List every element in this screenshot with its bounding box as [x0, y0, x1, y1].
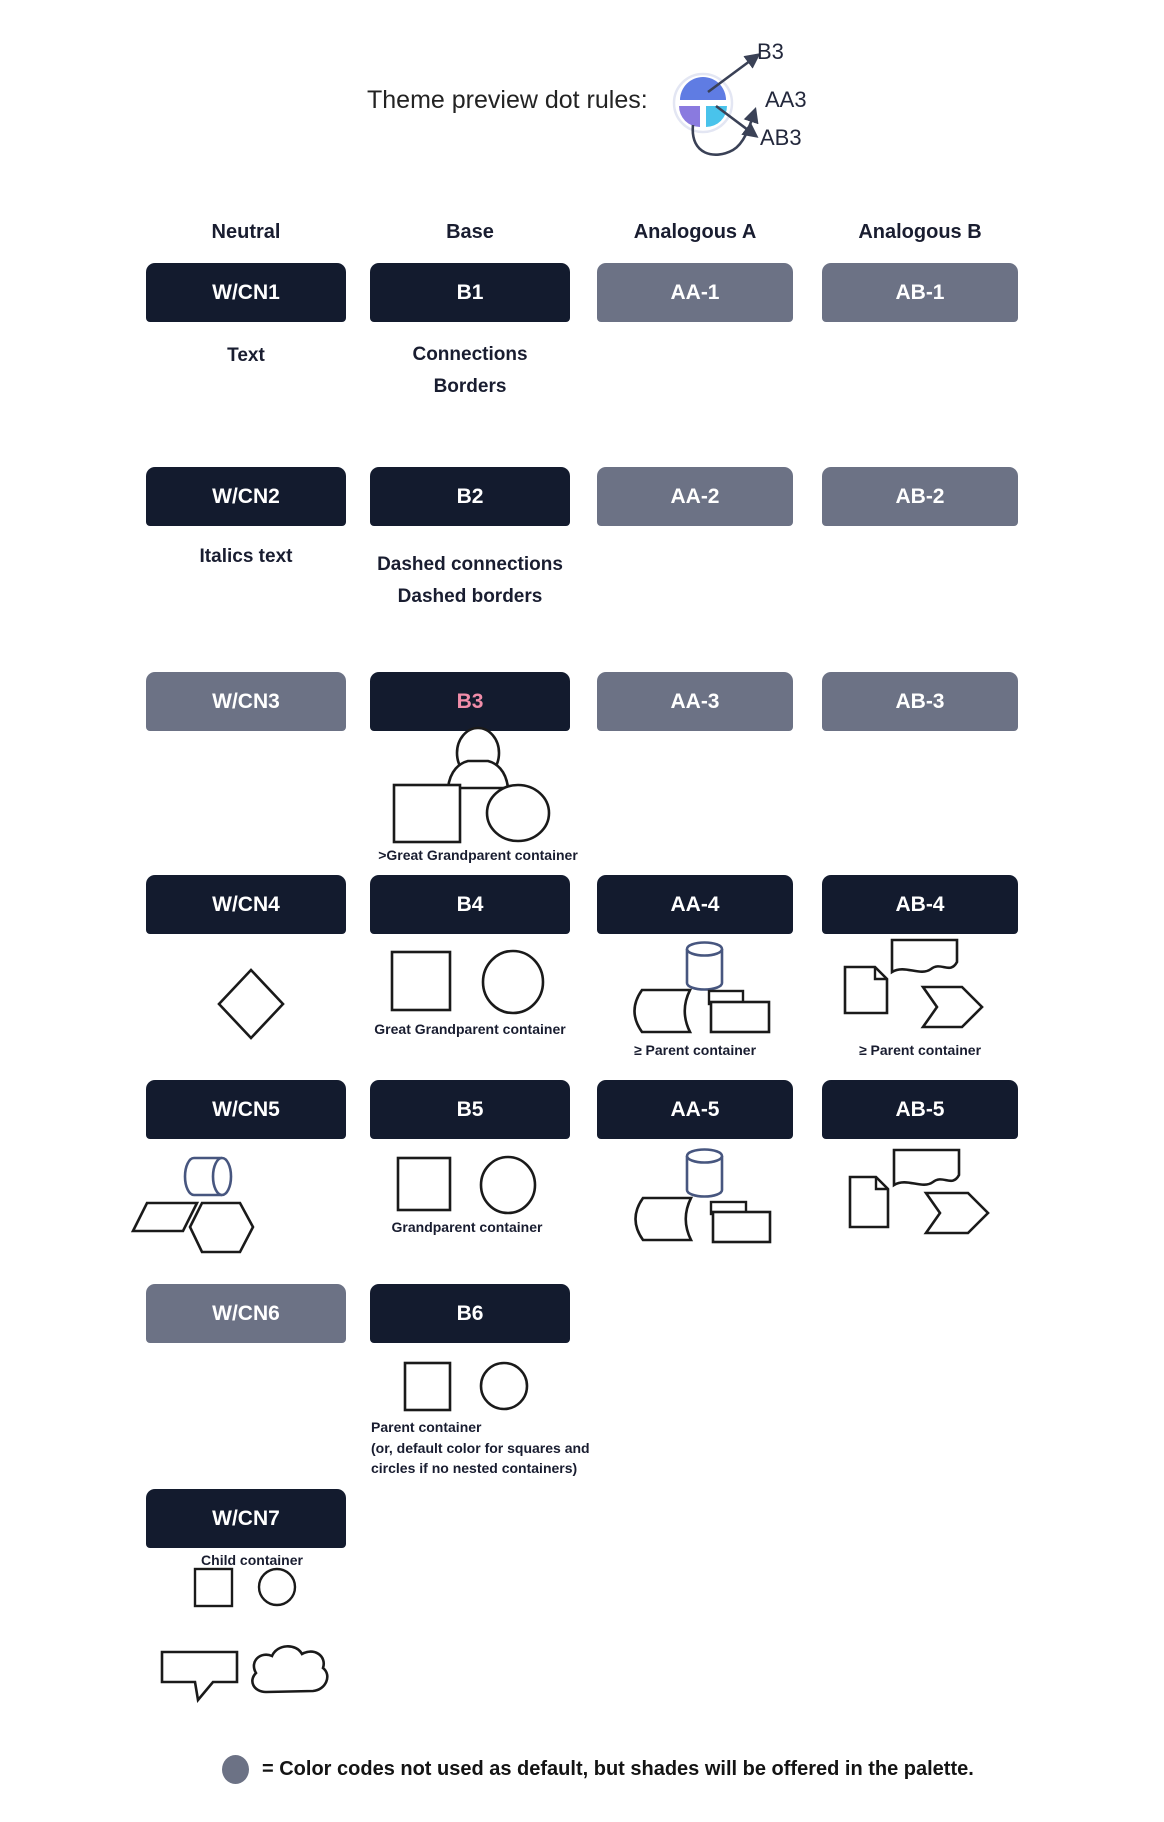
column-header-neutral: Neutral [211, 221, 281, 243]
swatch-b4: B4 [370, 875, 570, 934]
stored-data-shape [636, 1198, 692, 1240]
swatch-aa1: AA-1 [597, 263, 793, 322]
b5-shapes [390, 1150, 540, 1222]
swatch-b2: B2 [370, 467, 570, 526]
swatch-wcn2: W/CN2 [146, 467, 346, 526]
swatch-aa5: AA-5 [597, 1080, 793, 1139]
b6-shapes [400, 1358, 535, 1416]
square-shape [405, 1363, 450, 1410]
swatch-wcn3: W/CN3 [146, 672, 346, 731]
b4-shapes [385, 945, 550, 1020]
circle-shape [483, 951, 543, 1013]
aa4-shapes [625, 935, 780, 1035]
cylinder-top-shape [687, 943, 722, 956]
dot-rule-label-ab3: AB3 [760, 125, 802, 150]
caption-text: Text [227, 345, 265, 366]
caption-b3-shapes: >Great Grandparent container [378, 847, 578, 863]
speech-bubble-shape [162, 1652, 237, 1700]
chevron-shape [926, 1193, 988, 1233]
swatch-ab4: AB-4 [822, 875, 1018, 934]
ab5-shapes [840, 1140, 1000, 1240]
swatch-wcn6: W/CN6 [146, 1284, 346, 1343]
swatch-wcn5: W/CN5 [146, 1080, 346, 1139]
swatch-wcn7: W/CN7 [146, 1489, 346, 1548]
chevron-shape [923, 987, 982, 1027]
swatch-ab2: AB-2 [822, 467, 1018, 526]
caption-dashed-borders: Dashed borders [397, 586, 543, 607]
circle-shape [259, 1569, 295, 1605]
caption-wcn7-shapes: Child container [201, 1552, 303, 1568]
swatch-ab5: AB-5 [822, 1080, 1018, 1139]
caption-aa4-shapes: ≥ Parent container [633, 1042, 757, 1058]
swatch-b5: B5 [370, 1080, 570, 1139]
dot-rule-label-b3: B3 [757, 39, 784, 64]
stored-data-shape [635, 990, 691, 1032]
folder-shape [711, 1002, 769, 1032]
caption-borders: Borders [433, 376, 507, 397]
parallelogram-shape [133, 1203, 197, 1231]
wavy-document-shape [892, 940, 957, 972]
dot-rule-label-aa3: AA3 [765, 87, 807, 112]
legend-text: = Color codes not used as default, but shades will be offered in the palette. [262, 1758, 974, 1780]
caption-b4-shapes: Great Grandparent container [374, 1021, 566, 1037]
square-shape [195, 1569, 232, 1606]
legend-gray-dot [222, 1755, 249, 1784]
column-header-analogous-b: Analogous B [858, 221, 982, 243]
caption-connections: Connections [412, 344, 528, 365]
wcn5-shapes [122, 1148, 262, 1260]
caption-b6-note-line1: (or, default color for squares and [371, 1440, 590, 1456]
wcn4-shapes [215, 968, 287, 1040]
caption-ab4-shapes: ≥ Parent container [858, 1042, 982, 1058]
wcn7-shapes-bottom [155, 1635, 340, 1710]
folder-shape [713, 1212, 770, 1242]
caption-b6-shapes: Parent container [371, 1419, 482, 1435]
b3-shapes [380, 722, 580, 852]
column-header-analogous-a: Analogous A [633, 221, 757, 243]
arrow-to-b3 [708, 55, 758, 92]
caption-b5-shapes: Grandparent container [391, 1219, 543, 1235]
hexagon-shape [190, 1203, 253, 1252]
page-title: Theme preview dot rules: [367, 86, 648, 114]
square-shape [398, 1158, 450, 1210]
swatch-b6: B6 [370, 1284, 570, 1343]
diamond-shape [219, 970, 283, 1038]
aa5-shapes [625, 1142, 780, 1247]
circle-shape [481, 1157, 535, 1213]
circle-shape [481, 1363, 527, 1409]
swatch-wcn1: W/CN1 [146, 263, 346, 322]
swatch-b1: B1 [370, 263, 570, 322]
swatch-aa2: AA-2 [597, 467, 793, 526]
document-shape [850, 1177, 888, 1227]
cylinder-top-shape [687, 1150, 722, 1163]
wavy-document-shape [894, 1150, 959, 1185]
caption-dashed-connections: Dashed connections [377, 554, 563, 575]
document-shape [845, 967, 887, 1013]
swatch-aa4: AA-4 [597, 875, 793, 934]
caption-b6-note-line2: circles if no nested containers) [371, 1460, 578, 1476]
square-shape [394, 785, 460, 842]
circle-shape [487, 785, 549, 841]
swatch-b3: B3 [370, 672, 570, 731]
horizontal-cylinder-end-shape [213, 1158, 231, 1195]
cloud-shape [252, 1646, 327, 1692]
square-shape [392, 952, 450, 1010]
caption-italics-text: Italics text [199, 546, 293, 567]
ab4-shapes [838, 930, 998, 1035]
wcn7-shapes-top [190, 1565, 300, 1610]
swatch-wcn4: W/CN4 [146, 875, 346, 934]
column-header-base: Base [446, 221, 494, 243]
swatch-ab1: AB-1 [822, 263, 1018, 322]
swatch-aa3: AA-3 [597, 672, 793, 731]
swatch-ab3: AB-3 [822, 672, 1018, 731]
